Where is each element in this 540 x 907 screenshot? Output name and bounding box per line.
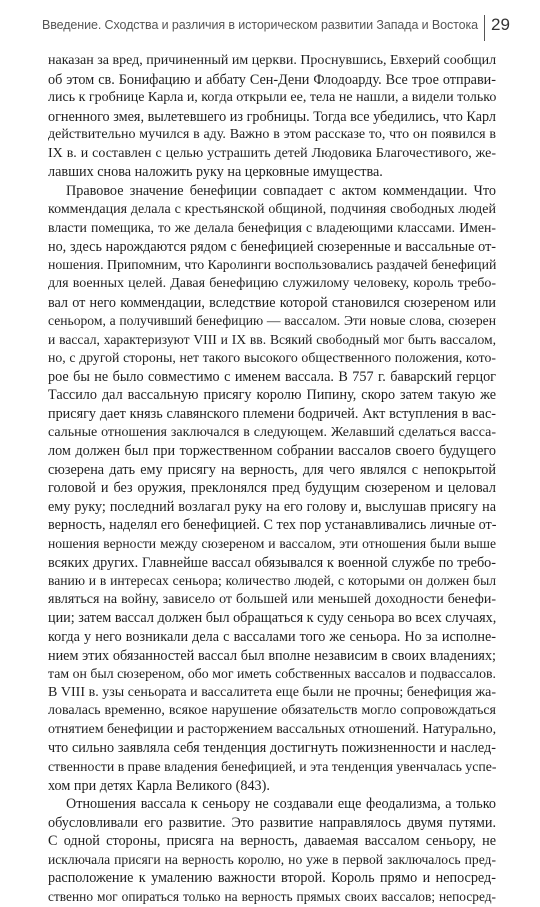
- text-line: но, с другой стороны, нет такого высокого общественного положения, кото-: [48, 350, 496, 366]
- text-line: являться на войну, зависело от большей или меньшей доходности бенефи-: [48, 591, 496, 607]
- text-line: Тассило дал вассальную присягу королю Пипину, скоро затем такую же: [48, 387, 496, 404]
- text-line: наказан за вред, причиненный им церкви. Проснувшись, Евхерий сообщил: [48, 53, 496, 68]
- text-line: сальные отношения заключался в следующем. Желавший сделаться васса-: [48, 424, 496, 440]
- text-line: для военных целей. Давая бенефицию служилому человеку, король требо-: [48, 275, 496, 291]
- text-line: ванию и в интересах сеньора; количество людей, с которыми он должен был: [48, 573, 496, 589]
- text-line: расположение к умалению важности второй. Король прямо и непосред-: [48, 870, 496, 887]
- text-line: всяких других. Главнейше вассал обязывался к военной службе по требо-: [48, 554, 496, 571]
- header-divider: [484, 15, 485, 41]
- paragraph-first-line: Правовое значение бенефиции совпадает с актом коммендации. Что: [66, 183, 496, 200]
- text-line: ношения верности между сюзереном и вассалом, эти отношения были выше: [48, 536, 496, 552]
- text-line: лись к гробнице Карла и, когда открыли ее, тела не нашли, а видели только: [48, 90, 496, 106]
- text-line: ловалась временно, всякое нарушение обязательств могло сопровождаться: [48, 703, 496, 719]
- text-line: сеньором, а получивший бенефицию — вассалом. Эти новые слова, сюзерен: [48, 313, 496, 329]
- text-line: С одной стороны, присяга на верность, даваемая вассалом сеньору, не: [48, 833, 496, 850]
- text-line: В VIII в. узы сеньората и вассалитета еще были не прочны; бенефиция жа-: [48, 684, 496, 700]
- text-line: нием этих обязанностей вассал был вполне независим в своих владениях;: [48, 647, 496, 664]
- text-line: присягу дает князь славянского племени бодричей. Акт вступления в вас-: [48, 405, 496, 422]
- text-line: но, здесь нарождаются рядом с бенефицией сюзеренные и вассальные от-: [48, 238, 496, 255]
- text-line: вал от него коммендации, вследствие которой становился сюзереном или: [48, 294, 496, 311]
- text-line: сюзерена дать ему присягу на верность, для чего являлся с непокрытой: [48, 461, 496, 478]
- page-number: 29: [491, 15, 510, 34]
- text-line: власти помещика, то же делала бенефиция с владеющими классами. Имен-: [48, 220, 496, 236]
- text-line: лом должен был при торжественном собрании вассалов своего будущего: [48, 443, 496, 460]
- text-line: ственности в праве владения бенефицией, и эта тенденция увенчалась успе-: [48, 758, 496, 774]
- text-line: исключала присяги на верность королю, но уже в первой заключалось пред-: [48, 851, 496, 867]
- text-line: когда у него возникали дела с вассалами того же сеньора. Но за исполне-: [48, 628, 496, 645]
- text-line: головой и без оружия, преклонялся пред будущим сюзереном и целовал: [48, 480, 496, 497]
- running-header: [0, 13, 540, 43]
- text-line: коммендация делала с крестьянской общиной, подчиняя свободных людей: [48, 201, 496, 217]
- text-line: верность, наделял его бенефицией. С тех пор устанавливались личные от-: [48, 517, 496, 534]
- text-line: обусловливали его развитие. Это развитие направлялось двумя путями.: [48, 814, 496, 831]
- running-head-title: Введение. Сходства и различия в историческом развитии Запада и Востока: [42, 18, 478, 32]
- paragraph-first-line: Отношения вассала к сеньору не создавали еще феодализма, а только: [66, 796, 496, 813]
- text-line: рое бы не было совместимо с именем вассала. В 757 г. баварский герцог: [48, 368, 496, 385]
- text-line: и вассал, характеризуют VIII и IX вв. Всякий свободный мог быть вассалом,: [48, 331, 496, 347]
- text-line: действительно мучился в аду. Важно в этом рассказе то, что он появился в: [48, 127, 496, 143]
- text-line: отнятием бенефиции и расторжением вассальных отношений. Натурально,: [48, 721, 496, 737]
- text-line: ственно мог опираться только на верность прямых своих вассалов; непосред-: [48, 889, 496, 905]
- text-line: ции; затем вассал должен был обращаться к суду сеньора во всех случаях,: [48, 610, 496, 627]
- text-line: лавших снова наложить руку на церковные имущества.: [48, 164, 383, 181]
- text-line: ношения. Припомним, что Каролинги воспользовались раздачей бенефиций: [48, 257, 496, 273]
- text-line: хом при детях Карла Великого (843).: [48, 777, 270, 794]
- text-line: ему руку; последний возлагал руку на его голову и, выслушав присягу на: [48, 498, 496, 515]
- body-text: [48, 52, 496, 907]
- text-line: что сильно заявляла себя тенденция достигнуть пожизненности и наслед-: [48, 740, 496, 757]
- text-line: IX в. и составлен с целью устрашить детей Людовика Благочестивого, же-: [48, 145, 496, 161]
- text-line: огненного змея, вылетевшего из гробницы. Тогда все убедились, что Карл: [48, 108, 496, 125]
- text-line: об этом св. Бонифацию и аббату Сен-Дени Флодоарду. Все трое отправи-: [48, 71, 496, 88]
- text-line: там он был сюзереном, обо мог иметь собственных вассалов и подвассалов.: [48, 666, 496, 682]
